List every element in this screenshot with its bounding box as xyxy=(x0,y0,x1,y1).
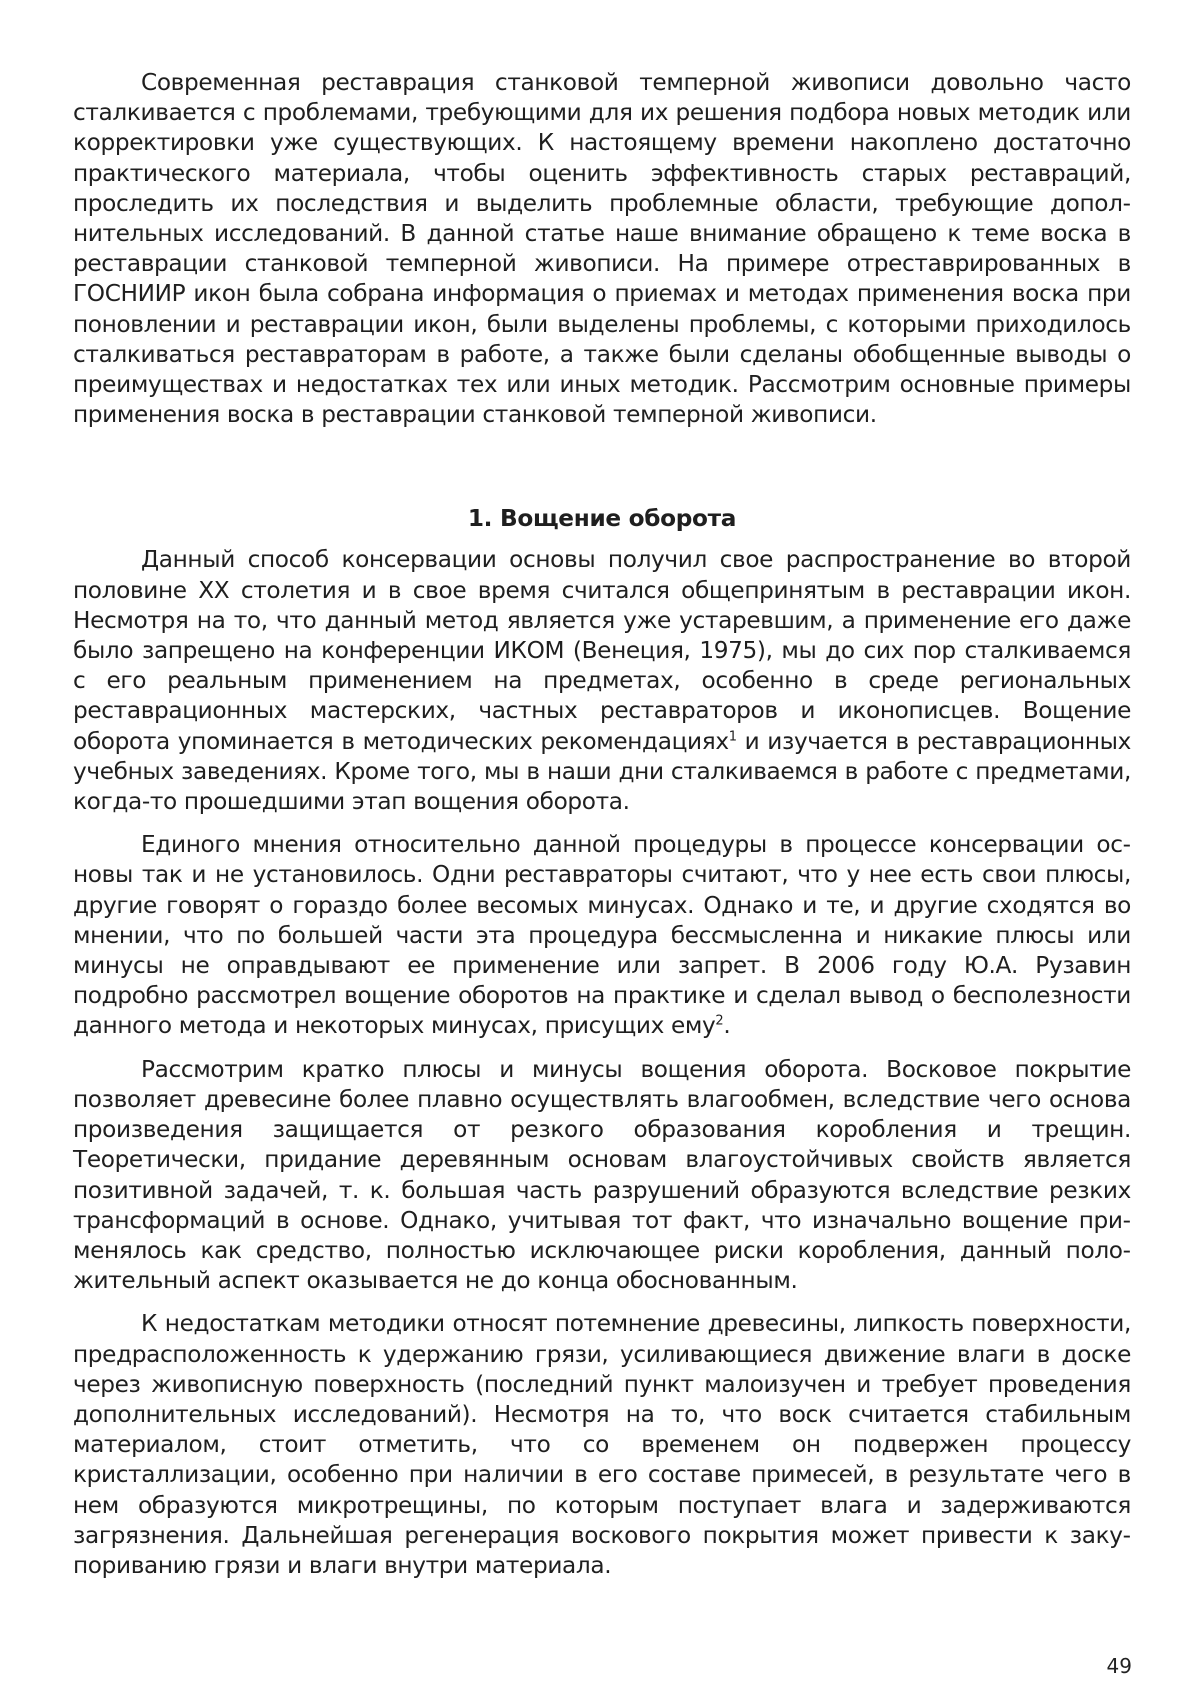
paragraph-1 xyxy=(73,545,1131,817)
paragraph-2 xyxy=(73,830,1131,1041)
paragraph-2-text-a: Единого мнения относительно данной процедуры в процессе консервации основы так и не установилось. Одни реставраторы считают, что у нее есть свои плюсы, другие говорят о гораздо более весомых минусах. Однако и те, и другие сходятся во мнении, что по большей части эта процедура бессмысленна и никакие плюсы или минусы не оправдывают ее применение или запрет. В 2006 году Ю.А. Рузавин подробно рассмотрел вощение оборотов на практике и сделал вывод о бесполезности данного метода и некоторых минусах, присущих ему xyxy=(73,831,1131,1040)
intro-paragraph: Современная реставрация станковой темперной живописи довольно часто сталкивается с проблемами, требующими для их решения подбора новых методик или корректировки уже существующих. К настоящему времени накоплено достаточно практического материала, чтобы оценить эффективность старых реставраций, проследить их последствия и выделить проблемные области, требующие дополнительных исследований. В данной статье наше внимание обращено к теме воска в реставрации станковой темперной живописи. На примере отреставрированных в ГОСНИИР икон была собрана информация о приемах и методах применения воска при поновлении и реставрации икон, были выделены проблемы, с которыми приходилось сталкиваться реставраторам в работе, а также были сделаны обобщенные выводы о преимуществах и недостатках тех или иных методик. Рассмотрим основные примеры применения воска в реставрации станковой темперной живописи. xyxy=(73,69,1131,429)
page-number: 49 xyxy=(1106,1654,1132,1678)
footnote-ref-2: 2 xyxy=(715,1013,724,1029)
section-heading: 1. Вощение оборота xyxy=(467,505,737,533)
paragraph-2-text-b: . xyxy=(723,1012,731,1040)
paragraph-3: Рассмотрим кратко плюсы и минусы вощения оборота. Восковое покрытие позволяет древесине более плавно осуществлять влагообмен, вследствие чего основа произведения защищается от резкого образования коробления и трещин. Теоретически, придание деревянным основам влагоустойчивых свойств является позитивной задачей, т. к. большая часть разрушений образуются вследствие резких трансформаций в основе. Однако, учитывая тот факт, что изначально вощение применялось как средство, полностью исключающее риски коробления, данный положительный аспект оказывается не до конца обоснованным. xyxy=(73,1055,1131,1295)
paragraph-1-text-a: Данный способ консервации основы получил свое распространение во второй половине XX столетия и в свое время считался общепринятым в реставрации икон. Несмотря на то, что данный метод является уже устаревшим, а применение его даже было запрещено на конференции ИКОМ (Венеция, 1975), мы до сих пор сталкиваемся с его реальным применением на предметах, особенно в среде региональных реставрационных мастерских, частных реставраторов и иконописцев. Вощение оборота упоминается в методических рекомендациях xyxy=(73,546,1131,755)
paragraph-1-text-b: и изучается в реставрационных учебных заведениях. Кроме того, мы в наши дни сталкиваемся в работе с предметами, когда-то прошедшими этап вощения оборота. xyxy=(73,727,1131,816)
paragraph-4: К недостаткам методики относят потемнение древесины, липкость поверхности, предрасположенность к удержанию грязи, усиливающиеся движение влаги в доске через живописную поверхность (последний пункт малоизучен и требует проведения дополнительных исследований). Несмотря на то, что воск считается стабильным материалом, стоит отметить, что со временем он подвержен процессу кристаллизации, особенно при наличии в его составе примесей, в результате чего в нем образуются микротрещины, по которым поступает влага и задерживаются загрязнения. Дальнейшая регенерация воскового покрытия может привести к закупориванию грязи и влаги внутри материала. xyxy=(73,1310,1131,1579)
page-body xyxy=(73,68,1131,1581)
footnote-ref-1: 1 xyxy=(728,728,737,744)
